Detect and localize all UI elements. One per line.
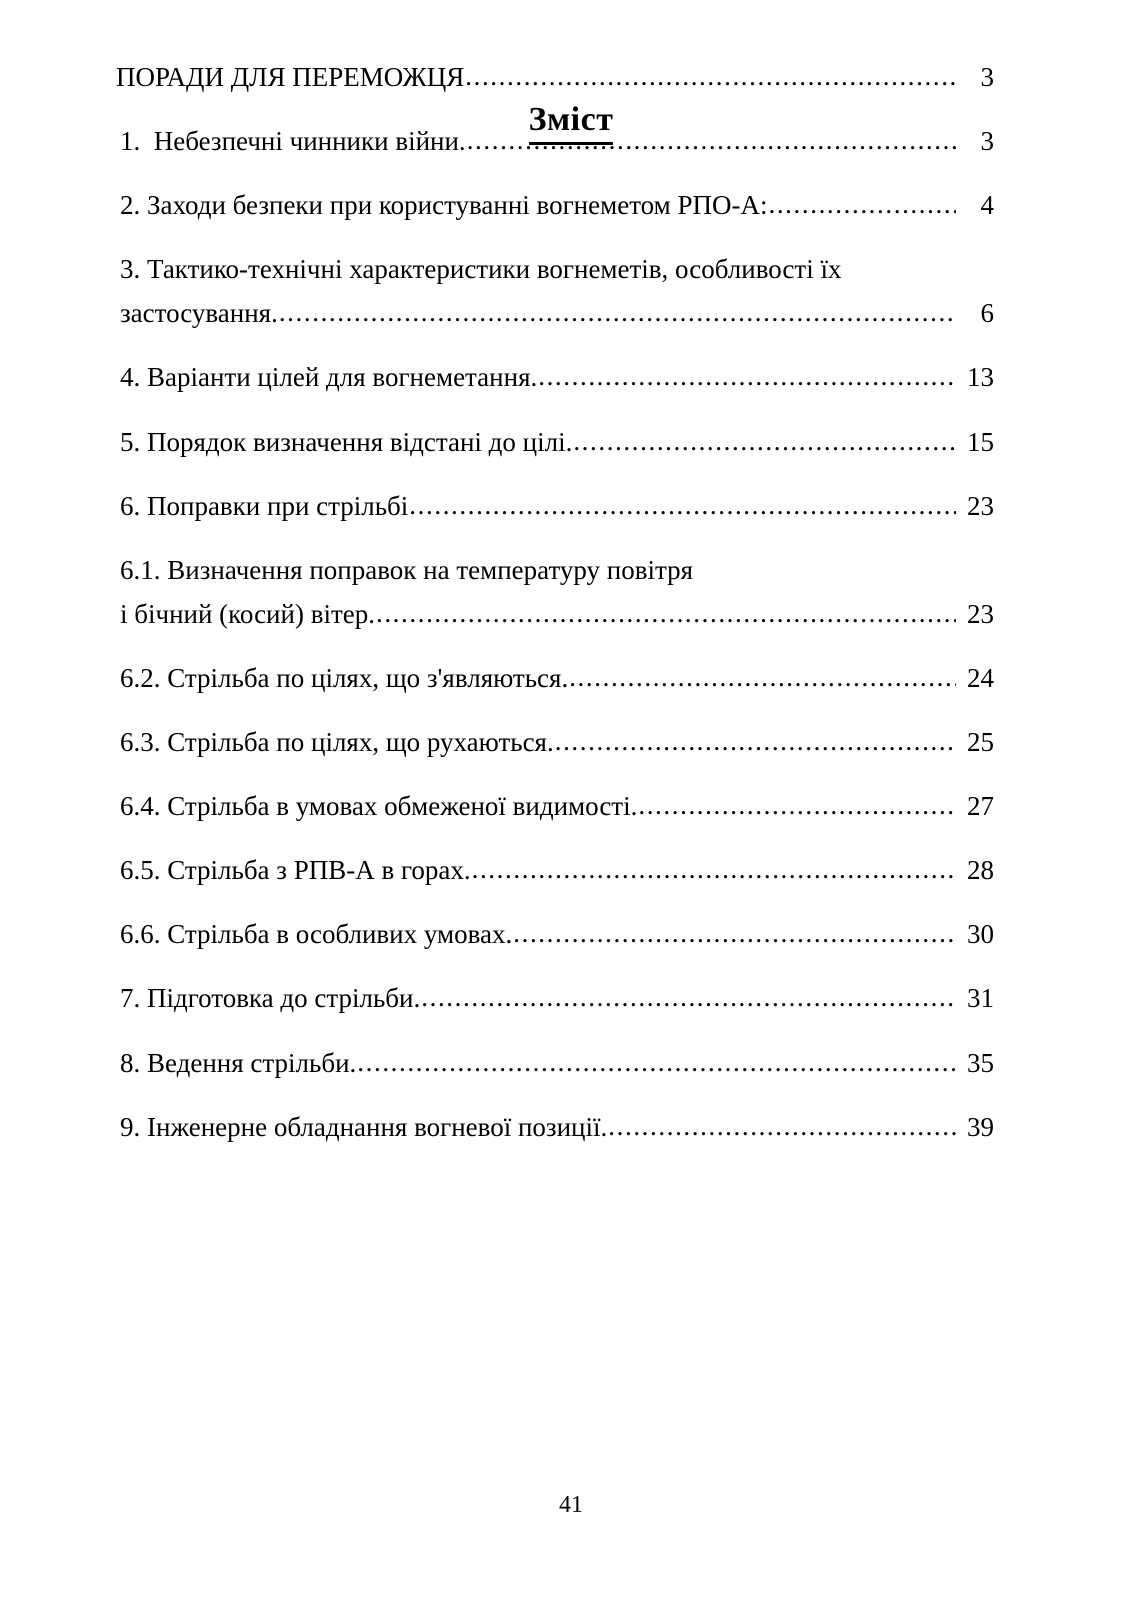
toc-entry-row [120,1046,994,1081]
toc-entry-row [120,789,994,824]
toc-leader-dots [409,488,956,523]
toc-entry[interactable] [120,360,994,395]
toc-entry-label: 6.6. Стрільба в особливих умовах. [120,919,513,950]
toc-entry-page-number: 23 [967,598,994,629]
toc-entry-label: і бічний (косий) вітер. [120,598,375,629]
toc-leader-dots [465,59,956,94]
toc-leader-dots [357,1045,956,1080]
toc-entry-page-number: 24 [967,662,994,693]
toc-entry[interactable] [120,425,994,460]
toc-entry-row [120,597,994,632]
toc-entry-page-number: 15 [967,426,994,457]
toc-leader-dots [608,1109,956,1144]
toc-entry[interactable] [116,60,994,95]
toc-entry-row [120,296,994,331]
toc-entry-label: 6.2. Стрільба по цілях, що з'являються. [120,662,569,693]
toc-entry-row [120,853,994,888]
toc-leader-dots [421,980,956,1015]
toc-entry[interactable] [120,789,994,824]
toc-entry-page-number: 3 [980,62,994,92]
toc-entry-page-number: 31 [967,983,994,1014]
toc-leader-dots [555,724,956,759]
toc-entry-page-number: 4 [980,190,994,221]
toc-entry[interactable] [120,1110,994,1145]
toc-entry-page-number: 27 [967,791,994,822]
toc-leader-dots [376,596,956,631]
toc-entry[interactable] [120,661,994,696]
toc-leader-dots [638,788,956,823]
toc-entry[interactable] [120,489,994,524]
toc-entry-label: 1. Небезпечні чинники війни. [120,126,466,157]
toc-entry[interactable] [120,252,994,331]
toc-entry-label: 6.3. Стрільба по цілях, що рухаються. [120,727,554,758]
toc-entry-row [120,725,994,760]
toc-entry-label: 4. Варіанти цілей для вогнеметання. [120,362,538,393]
table-of-contents [118,60,994,1145]
toc-entry-label: 8. Ведення стрільби. [120,1047,357,1078]
toc-entry-label: 5. Порядок визначення відстані до цілі. [120,426,573,457]
toc-leader-dots [467,123,956,158]
toc-entry[interactable] [120,188,994,223]
toc-entry-row [120,188,994,223]
toc-entry-page-number: 39 [967,1111,994,1142]
toc-entry[interactable] [120,981,994,1016]
toc-entry-row [120,425,994,460]
toc-entry-row [120,360,994,395]
toc-entry-row [120,661,994,696]
footer-page-number: 41 [559,1492,583,1518]
toc-leader-dots [569,660,956,695]
toc-entry-page-number: 23 [967,490,994,521]
toc-entry-label: 2. Заходи безпеки при користуванні вогнеметом РПО-А: [120,190,768,221]
toc-leader-dots [279,295,956,330]
toc-entry-page-number: 30 [967,919,994,950]
toc-entry-row [120,917,994,952]
toc-entry-page-number: 3 [980,126,994,157]
toc-entry-label: 6. Поправки при стрільбі [120,490,409,521]
toc-entry-label: 9. Інженерне обладнання вогневої позиції. [120,1111,608,1142]
toc-entry-row [116,60,994,95]
toc-entry-label: 6.5. Стрільба з РПВ-А в горах. [120,855,471,886]
toc-entry-page-number: 13 [967,362,994,393]
toc-content [118,0,994,1174]
toc-entry-page-number: 28 [967,855,994,886]
toc-entry-page-number: 6 [980,298,994,329]
toc-entry-row [120,124,994,159]
toc-leader-dots [538,359,956,394]
toc-entry-first-line: 3. Тактико-технічні характеристики вогнеметів, особливості їх [120,254,842,285]
toc-entry[interactable] [120,725,994,760]
page-title-text: Зміст [529,100,614,145]
toc-entry-page-number: 35 [967,1047,994,1078]
toc-leader-dots [513,916,956,951]
toc-entry[interactable] [120,853,994,888]
toc-leader-dots [768,187,956,222]
toc-entry-label: 6.4. Стрільба в умовах обмеженої видимості. [120,791,638,822]
page-footer [0,1492,1142,1519]
toc-entry-row [120,1110,994,1145]
toc-entry-row [120,981,994,1016]
toc-entry-row [120,489,994,524]
toc-entry-label: ПОРАДИ ДЛЯ ПЕРЕМОЖЦЯ [116,62,465,92]
toc-entry[interactable] [120,917,994,952]
toc-leader-dots [573,424,956,459]
toc-entry-first-line: 6.1. Визначення поправок на температуру повітря [120,554,694,585]
toc-entry[interactable] [120,553,994,632]
toc-leader-dots [472,852,956,887]
toc-entry[interactable] [120,1046,994,1081]
toc-entry-label: 7. Підготовка до стрільби. [120,983,421,1014]
toc-entry-page-number: 25 [967,727,994,758]
toc-entry[interactable] [120,124,994,159]
toc-entry-label: застосування. [120,298,278,329]
